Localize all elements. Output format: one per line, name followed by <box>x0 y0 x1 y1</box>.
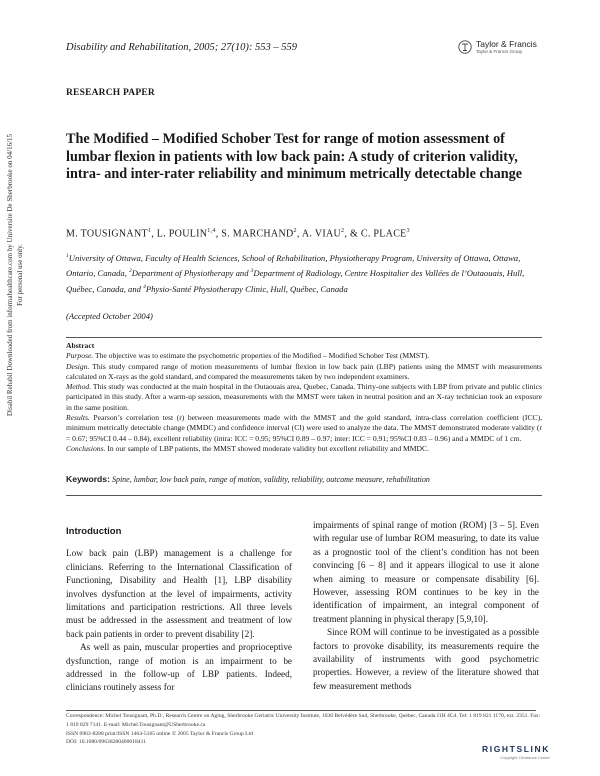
intro-paragraph: Since ROM will continue to be investigated as a possible factors to provoke disability, its measurements require the availability of instruments with good psychometric properties. However, a review of the literature showed that few measurement methods <box>313 627 539 691</box>
author-affil-mark: 1,4 <box>207 228 216 234</box>
author-affil-mark: 2 <box>293 228 297 234</box>
rightslink-badge[interactable] <box>482 744 550 760</box>
author-name: L. POULIN <box>156 228 208 240</box>
download-watermark <box>5 10 25 540</box>
intro-paragraph: impairments of spinal range of motion (ROM) [3 – 5]. Even with regular use of lumbar ROM measuring, to date its value as a prognostic tool of the client’s condition has not been convincing [6 – 8] and it appears illogical to use it alone when aiming to measure or compensate disability [6]. However, assessing ROM continues to be key in the identification of impairment, an integral component of treatment planning in physical therapy [5,9,10]. <box>313 520 539 624</box>
abstract <box>66 341 542 454</box>
watermark-line: For personal use only. <box>16 244 24 306</box>
section-label: RESEARCH PAPER <box>66 88 155 98</box>
publisher-name: Taylor & Francis <box>476 39 537 49</box>
intro-paragraph: Low back pain (LBP) management is a challenge for clinicians. Referring to the International Classification of Functioning, Disability and Health [1], LBP disability involves dysfunction at the level of impairments, activity limitations and participation restrictions. All three levels must be addressed in the assessment and treatment of low back pain patients in order to prevent disability [2]. <box>66 548 292 639</box>
affil-mark: 1 <box>66 253 69 259</box>
author-name: M. TOUSIGNANT <box>66 228 148 240</box>
keywords-text: Spine, lumbar, low back pain, range of motion, validity, reliability, outcome measure, rehabilitation <box>109 475 430 484</box>
issn-line: ISSN 0963-8288 print/ISSN 1464-5165 online © 2005 Taylor & Francis Group Ltd <box>66 730 253 737</box>
watermark-line: Disabil Rehabil Downloaded from informahealthcare.com by Universite De Sherbrooke on 04/16/15 <box>6 133 14 417</box>
affil-mark: 3 <box>250 268 254 275</box>
taylor-francis-logo-icon <box>458 40 472 54</box>
publisher-logo <box>458 40 537 54</box>
left-column <box>66 525 292 695</box>
affil-text: University of Ottawa, Faculty of Health Sciences, School of Rehabilitation, Physiotherapy Program, University of Ottawa, Ottawa, Ontario, Canada, <box>66 252 521 279</box>
abstract-results: Pearson’s correlation test (r) between measurements made with the MMST and the gold standard, intra-class correlation coefficient (ICC), minimum metrically detectable change (MMDC) and confidence interval (CI) were used to analyze the data. The MMST demonstrated moderate validity (r = 0.67; 95%CI 0.44 – 0.84), excellent reliability (intra: ICC = 0.95; 95%CI 0.89 – 0.97; inter: ICC = 0.91; 95%CI 0.83 – 0.96) and a MMDC of 1 cm. <box>66 413 542 443</box>
author-affil-mark: 1 <box>147 228 152 234</box>
affiliations <box>66 250 542 296</box>
author-ampersand: & <box>349 228 359 240</box>
abstract-design: This study compared range of motion measurements of lumbar flexion in low back pain (LBP) patients using the MMST with measurements calculated on X-rays as the gold standard, and compared the measurements taken by two independent examiners. <box>66 361 542 381</box>
author-affil-mark: 3 <box>406 228 410 234</box>
abstract-purpose: The objective was to estimate the psychometric properties of the Modified – Modified Schober Test (MMST). <box>93 351 430 361</box>
intro-paragraph: As well as pain, muscular properties and proprioceptive dysfunction, range of motion is an impairment to be addressed in the follow-up of LBP patients. Indeed, clinicians routinely assess for <box>66 642 292 693</box>
affil-mark: 2 <box>129 268 132 275</box>
abstract-conclusions-label: Conclusions. <box>66 443 106 453</box>
affil-mark: 4 <box>143 283 146 290</box>
correspondence-note: Correspondence: Michel Tousignant, Ph.D., Research Centre on Aging, Sherbrooke Geriatric University Institute, 1036 Belvédère Sud, Sherbrooke, Québec, Canada J1H 4C4. Tel: 1 819 821 1170, ext. 2351. Fax: 1 819 829 7141. E-mail: Michel.Tousignant@USherbrooke.ca <box>66 713 541 728</box>
author-affil-mark: 2 <box>341 228 345 234</box>
accepted-date: (Accepted October 2004) <box>66 311 153 321</box>
rightslink-label: RIGHTSLINK <box>482 744 550 754</box>
author-name: A. VIAU <box>301 228 342 240</box>
abstract-results-label: Results. <box>66 413 90 423</box>
keywords <box>66 474 542 484</box>
author-name: C. PLACE <box>360 228 407 240</box>
footer-divider <box>66 710 536 711</box>
paper-title: The Modified – Modified Schober Test for range of motion assessment of lumbar flexion in patients with low back pain: A study of criterion validity, intra- and inter-rater reliability and minimum metrically detectable change <box>66 131 523 182</box>
doi-line: DOI: 10.1080/09638280400018411 <box>66 739 146 746</box>
abstract-conclusions: In our sample of LBP patients, the MMST showed moderate validity but excellent reliability and MMDC. <box>105 443 429 453</box>
affil-text: Physio-Santé Physiotherapy Clinic, Hull, Québec, Canada <box>145 283 348 294</box>
abstract-design-label: Design. <box>66 361 90 371</box>
abstract-bottom-divider <box>66 495 542 496</box>
affil-text: Department of Physiotherapy and <box>131 268 251 279</box>
author-name: S. MARCHAND <box>221 228 294 240</box>
abstract-method: This study was conducted at the main hospital in the Outaouais area, Quebec, Canada. Thirty-one subjects with LBP from private and public clinics participated in this study. After a warm-up session, measurements with the MMST were taken in neutral position and an X-ray technician took an exposure in the same position. <box>66 382 542 412</box>
rightslink-sublabel: Copyright Clearance Center <box>500 755 550 760</box>
abstract-top-divider <box>66 337 542 338</box>
right-column <box>313 519 539 693</box>
keywords-label: Keywords: <box>66 474 110 484</box>
journal-citation: Disability and Rehabilitation, 2005; 27(10): 553 – 559 <box>66 42 297 53</box>
publisher-subname: Taylor & Francis Group <box>476 48 523 54</box>
author-list: M. TOUSIGNANT$^1$, L. POULIN$^{1,4}$, S. MARCHAND$^2$, A. VIAU$^2$, & C. PLACE$^3$ <box>66 228 410 240</box>
abstract-heading: Abstract <box>66 341 95 350</box>
abstract-method-label: Method. <box>66 382 92 392</box>
abstract-purpose-label: Purpose. <box>66 351 94 361</box>
affil-text: Department of Radiology, Centre Hospitalier des Vallées de l’Outaouais, Hull, Québec, Canada, and <box>66 268 525 294</box>
footer <box>66 712 542 747</box>
introduction-heading: Introduction <box>66 526 122 537</box>
